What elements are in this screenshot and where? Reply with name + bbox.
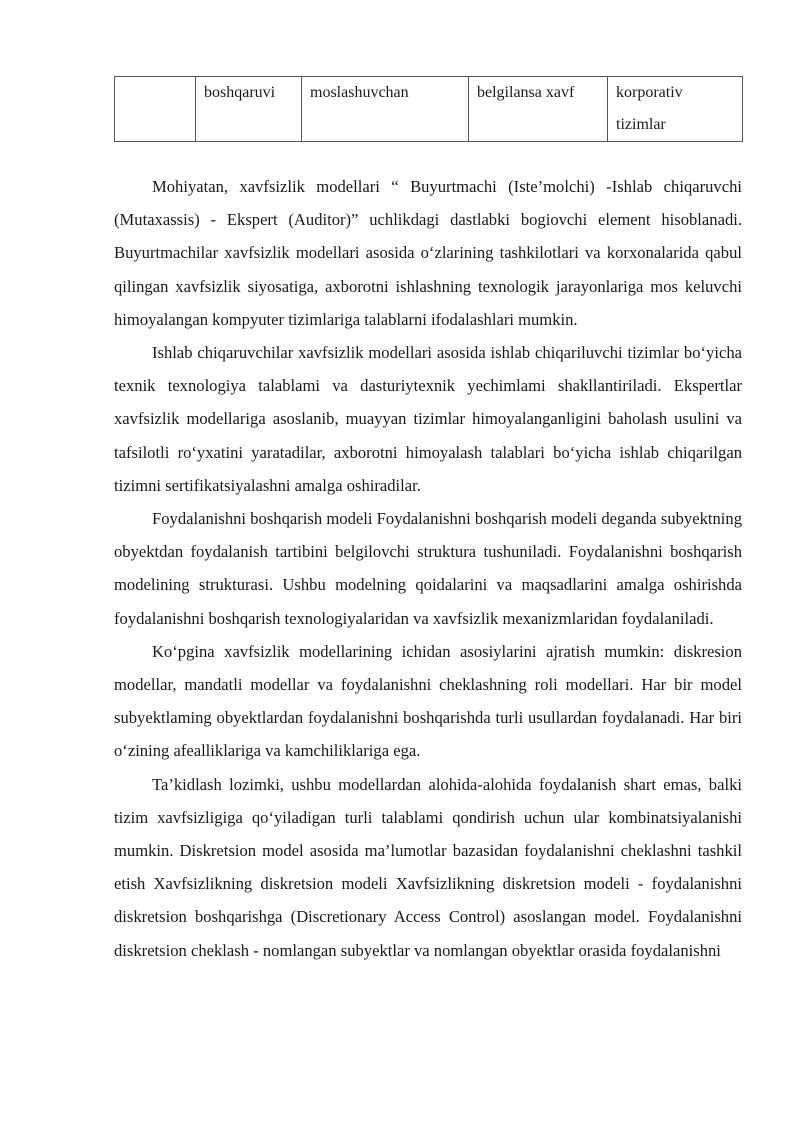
paragraph: Foydalanishni boshqarish modeli Foydalanishni boshqarish modeli deganda subyektning obyektdan foydalanish tartibini belgilovchi struktura tushuniladi. Foydalanishni boshqarish modelining strukturasi. Ushbu modelning qoidalarini va maqsadlarini amalga oshirishda foydalanishni boshqarish texnologiyalaridan va xavfsizlik mexanizmlaridan foydalaniladi. <box>114 509 742 628</box>
table-cell: moslashuvchan <box>302 77 469 142</box>
paragraph: Ko‘pgina xavfsizlik modellarining ichidan asosiylarini ajratish mumkin: diskresion modellar, mandatli modellar va foydalanishni cheklashning roli modellari. Har bir model subyektlaming obyektlardan foydalanishni boshqarishda turli usullardan foydalanadi. Har biri o‘zining afealliklariga va kamchiliklariga ega. <box>114 641 742 761</box>
paragraph: Mohiyatan, xavfsizlik modellari “ Buyurtmachi (Iste’molchi) -Ishlab chiqaruvchi (Mutaxassis) - Ekspert (Auditor)” uchlikdagi dastlabki bogiovchi element hisoblanadi. Buyurtmachilar xavfsizlik modellari asosida o‘zlarining tashkilotlari va korxonalarida qabul qilingan xavfsizlik siyosatiga, axborotni ishlashning texnologik jarayonlariga mos keluvchi himoyalangan kompyuter tizimlariga talablarni ifodalashlari mumkin. <box>114 177 742 329</box>
paragraph: Ishlab chiqaruvchilar xavfsizlik modellari asosida ishlab chiqariluvchi tizimlar bo‘yicha texnik texnologiya talablami va dasturiytexnik yechimlami shakllantiriladi. Ekspertlar xavfsizlik modellariga asoslanib, muayyan tizimlar himoyalanganligini baholash usulini va tafsilotli ro‘yxatini yaratadilar, axborotni himoyalash talablari bo‘yicha ishlab chiqarilgan tizimni sertifikatsiyalashni amalga oshiradilar. <box>114 343 742 495</box>
table-row <box>115 77 743 142</box>
table-cell <box>115 77 196 142</box>
paragraph: Ta’kidlash lozimki, ushbu modellardan alohida-alohida foydalanish shart emas, balki tizim xavfsizligiga qo‘yiladigan turli talablami qondirish uchun ular kombinatsiyalanishi mumkin. Diskretsion model asosida ma’lumotlar bazasidan foydalanishni cheklashni tashkil etish Xavfsizlikning diskretsion modeli Xavfsizlikning diskretsion modeli - foydalanishni diskretsion boshqarishga (Discretionary Access Control) asoslangan model. Foydalanishni diskretsion cheklash - nomlangan subyektlar va nomlangan obyektlar orasida foydalanishni <box>114 774 742 960</box>
table-cell: boshqaruvi <box>196 77 302 142</box>
table-cell: korporativ tizimlar <box>608 77 743 142</box>
table-cell: belgilansa xavf <box>469 77 608 142</box>
continued-table <box>114 76 743 142</box>
body-text <box>114 170 742 967</box>
